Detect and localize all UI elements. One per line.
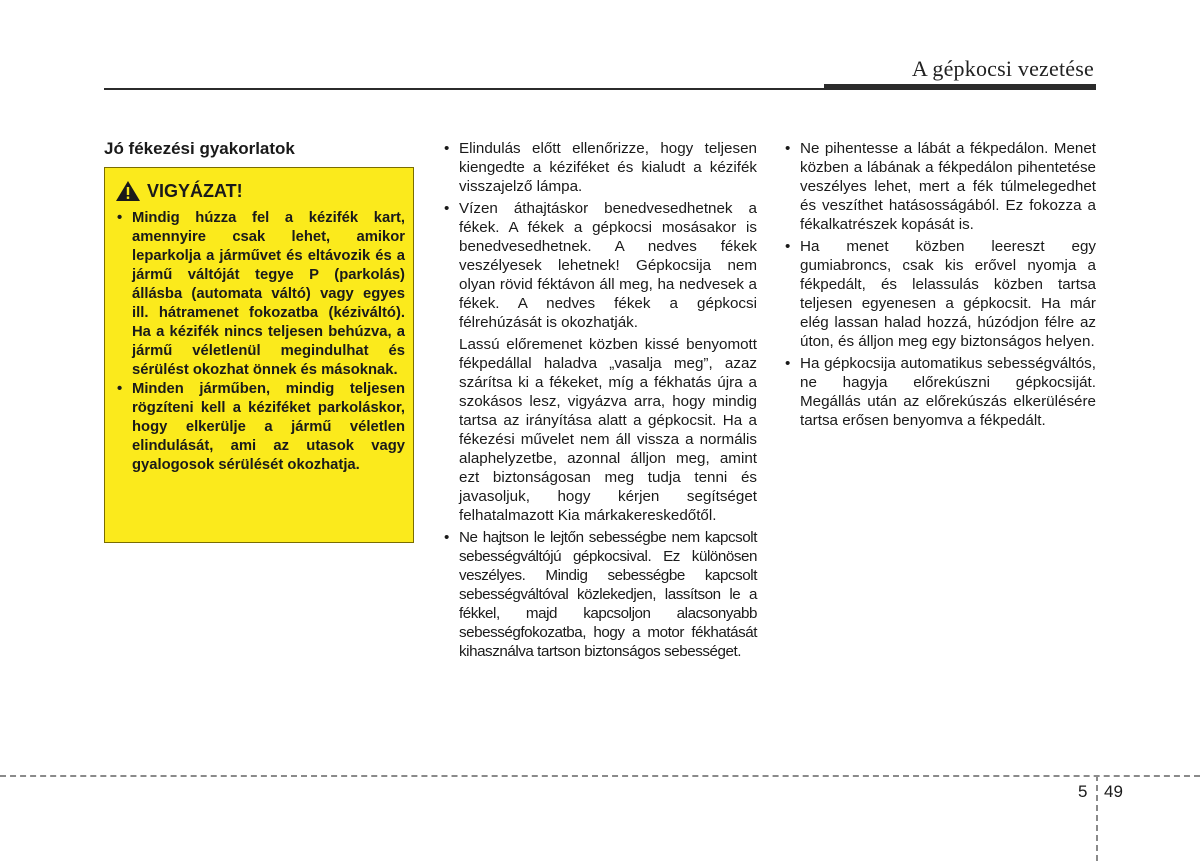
header-title: A gépkocsi vezetése (911, 56, 1094, 81)
list-item: • Ne pihentesse a lábát a fékpedálon. Menet közben a lábának a fékpedálon pihentetése veszélyes lehet, mert a fék túlmelegedhet és veszíthet hatásosságából. Ez fokozza a fékalkatrészek kopását is. (783, 139, 1096, 234)
column-3 (783, 139, 1096, 433)
bullet-list (783, 139, 1096, 430)
continuation-paragraph: Lassú előremenet közben kissé benyomott fékpedállal haladva „vasalja meg”, azaz szárítsa ki a fékeket, míg a fékhatás újra a szokásos lesz, vigyázva arra, hogy mindig tartsa az irányítása alatt a gépkocsit. Ha a fékezési művelet nem áll vissza a normális alaphelyzetbe, azonnal álljon meg, amint ezt biztonságosan meg tudja tenni és javasoljuk, hogy kérjen segítséget felhatalmazott Kia márkakereskedőtől. (459, 336, 757, 524)
page-number: 49 (1104, 782, 1123, 801)
column-2 (442, 139, 757, 664)
warning-triangle-icon (115, 180, 141, 202)
warning-list (115, 209, 405, 475)
footer-divider (0, 775, 1200, 777)
chapter-number: 5 (1078, 782, 1088, 801)
list-item: • Elindulás előtt ellenőrizze, hogy teljesen kiengedte a kéziféket és kialudt a kézifék visszajelző lámpa. (442, 139, 757, 196)
bullet-list (442, 139, 757, 332)
warning-item: • Mindig húzza fel a kézifék kart, amennyire csak lehet, amikor leparkolja a járművet és eltávozik és a jármű váltóját tegye P (parkolás) állásba (automata váltó) vagy egyes ill. hátramenet fokozatba (kéziváltó). Ha a kézifék nincs teljesen behúzva, a jármű véletlenül megindulhat és sérülést okozhat önnek és másoknak. (115, 209, 405, 380)
list-item: • Ha menet közben leereszt egy gumiabroncs, csak kis erővel nyomja a fékpedált, és lelassulás közben tartsa teljesen egyenesen a gépkocsit. Ha már elég lassan halad hozzá, húzódjon félre az úton, és álljon meg egy biztonságos helyen. (783, 237, 1096, 351)
footer-page-divider (1096, 775, 1098, 861)
bullet-list (442, 528, 757, 661)
warning-item: • Minden járműben, mindig teljesen rögzíteni kell a kéziféket parkoláskor, hogy elkerülje a jármű véletlen elindulását, ami az utasok vagy gyalogosok sérülését okozhatja. (115, 380, 405, 475)
column-1 (104, 139, 416, 543)
header-rule-accent (824, 84, 1096, 90)
list-item: • Ha gépkocsija automatikus sebességváltós, ne hagyja előrekúszni gépkocsiját. Megállás után az előrekúszás elkerülésére tartsa erősen benyomva a fékpedált. (783, 354, 1096, 430)
warning-box (104, 167, 414, 543)
list-item: • Ne hajtson le lejtőn sebességbe nem kapcsolt sebességváltójú gépkocsival. Ez különösen veszélyes. Mindig sebességbe kapcsolt sebességváltóval közlekedjen, lassítson le a fékkel, majd kapcsoljon alacsonyabb sebességfokozatba, hogy a motor fékhatását kihasználva tartson biztonságos sebességet. (442, 528, 757, 661)
section-title: Jó fékezési gyakorlatok (104, 139, 295, 158)
warning-header (115, 180, 405, 202)
list-item: • Vízen áthajtáskor benedvesedhetnek a fékek. A fékek a gépkocsi mosásakor is benedvesedhetnek. A nedves fékek veszélyesek lehetnek! Gépkocsija nem olyan rövid féktávon áll meg, ha nedvesek a fékek. A nedves fékek a gépkocsi félrehúzását is okozhatják. (442, 199, 757, 332)
warning-label: VIGYÁZAT! (147, 180, 243, 201)
